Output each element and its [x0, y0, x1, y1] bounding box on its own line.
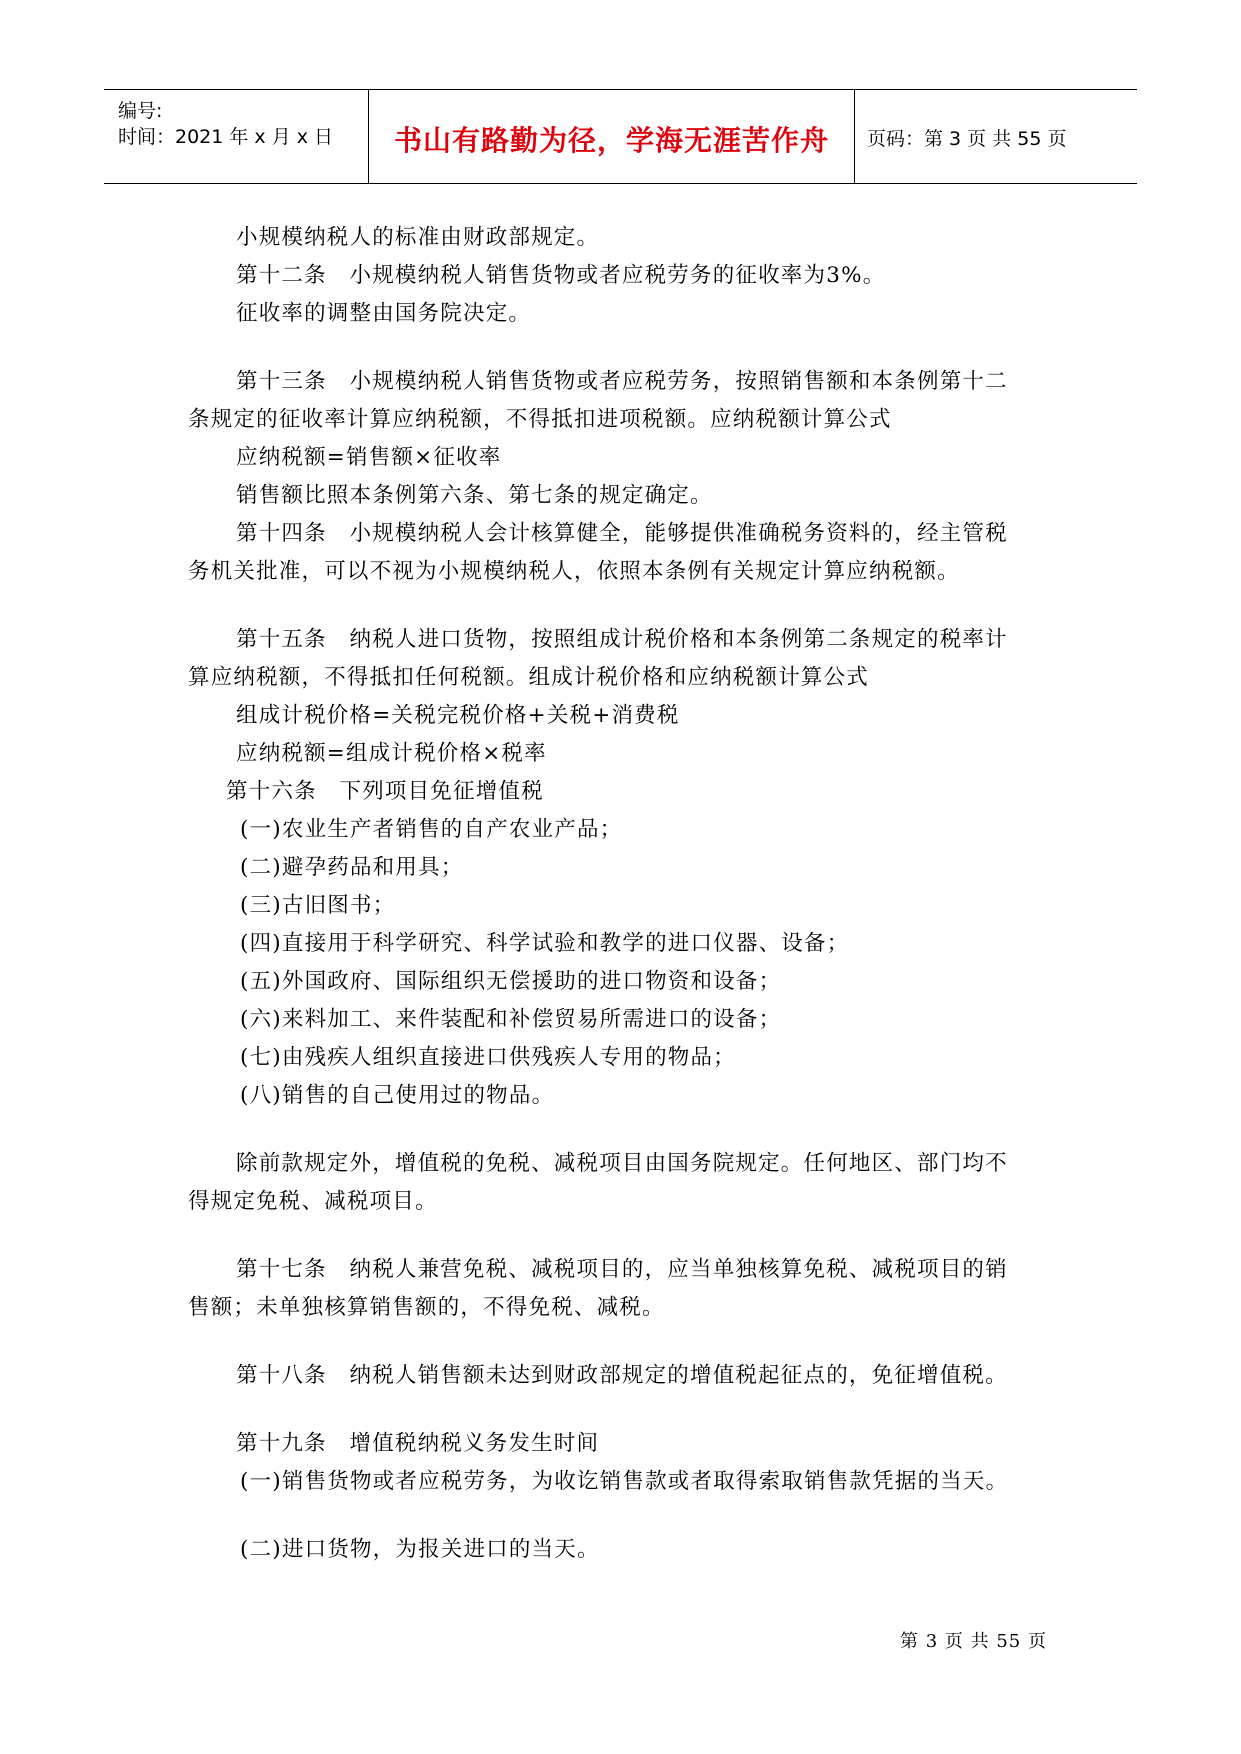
body-line: 算应纳税额，不得抵扣任何税额。组成计税价格和应纳税额计算公式 — [188, 665, 870, 690]
serial-number-label: 编号: — [118, 100, 163, 122]
body-line: 应纳税额=组成计税价格×税率 — [236, 741, 547, 766]
body-line: 第十七条 纳税人兼营免税、减税项目的，应当单独核算免税、减税项目的销 — [236, 1257, 1008, 1282]
body-line: 售额；未单独核算销售额的，不得免税、减税。 — [188, 1295, 665, 1320]
body-line: 组成计税价格=关税完税价格+关税+消费税 — [236, 703, 680, 728]
list-item: (七)由残疾人组织直接进口供残疾人专用的物品； — [240, 1045, 736, 1070]
time-label: 时间：2021 年 x 月 x 日 — [118, 126, 334, 148]
body-line: 第十四条 小规模纳税人会计核算健全，能够提供准确税务资料的，经主管税 — [236, 521, 1008, 546]
body-line: 应纳税额=销售额×征收率 — [236, 445, 502, 470]
list-item: (八)销售的自己使用过的物品。 — [240, 1083, 555, 1108]
motto-text: 书山有路勤为径，学海无涯苦作舟 — [393, 124, 829, 157]
list-item: (四)直接用于科学研究、科学试验和教学的进口仪器、设备； — [240, 931, 850, 956]
footer-page-number: 第 3 页 共 55 页 — [900, 1631, 1047, 1652]
list-item: (一)销售货物或者应税劳务，为收讫销售款或者取得索取销售款凭据的当天。 — [240, 1469, 1009, 1494]
list-item: (六)来料加工、来件装配和补偿贸易所需进口的设备； — [240, 1007, 782, 1032]
body-line: 除前款规定外，增值税的免税、减税项目由国务院规定。任何地区、部门均不 — [236, 1151, 1008, 1176]
header-page-cell — [855, 90, 1137, 183]
body-line: 条规定的征收率计算应纳税额，不得抵扣进项税额。应纳税额计算公式 — [188, 407, 892, 432]
body-line: 销售额比照本条例第六条、第七条的规定确定。 — [236, 483, 713, 508]
list-item: (二)避孕药品和用具； — [240, 855, 464, 880]
body-line: 第十九条 增值税纳税义务发生时间 — [236, 1431, 600, 1456]
body-line: 第十八条 纳税人销售额未达到财政部规定的增值税起征点的，免征增值税。 — [236, 1363, 1008, 1388]
header-info-cell — [104, 90, 369, 183]
body-line: 小规模纳税人的标准由财政部规定。 — [236, 225, 600, 250]
list-item: (五)外国政府、国际组织无偿援助的进口物资和设备； — [240, 969, 782, 994]
body-line: 务机关批准，可以不视为小规模纳税人，依照本条例有关规定计算应纳税额。 — [188, 559, 960, 584]
header-page-number: 页码：第 3 页 共 55 页 — [867, 128, 1067, 150]
body-line: 第十六条 下列项目免征增值税 — [226, 779, 544, 804]
body-line: 第十三条 小规模纳税人销售货物或者应税劳务，按照销售额和本条例第十二 — [236, 369, 1008, 394]
body-line: 征收率的调整由国务院决定。 — [236, 301, 532, 326]
body-line: 第十五条 纳税人进口货物，按照组成计税价格和本条例第二条规定的税率计 — [236, 627, 1008, 652]
document-header — [104, 89, 1137, 184]
header-motto-cell — [369, 90, 855, 183]
list-item: (一)农业生产者销售的自产农业产品； — [240, 817, 623, 842]
body-line: 得规定免税、减税项目。 — [188, 1189, 438, 1214]
list-item: (二)进口货物，为报关进口的当天。 — [240, 1537, 600, 1562]
body-line: 第十二条 小规模纳税人销售货物或者应税劳务的征收率为3%。 — [236, 263, 886, 288]
list-item: (三)古旧图书； — [240, 893, 396, 918]
